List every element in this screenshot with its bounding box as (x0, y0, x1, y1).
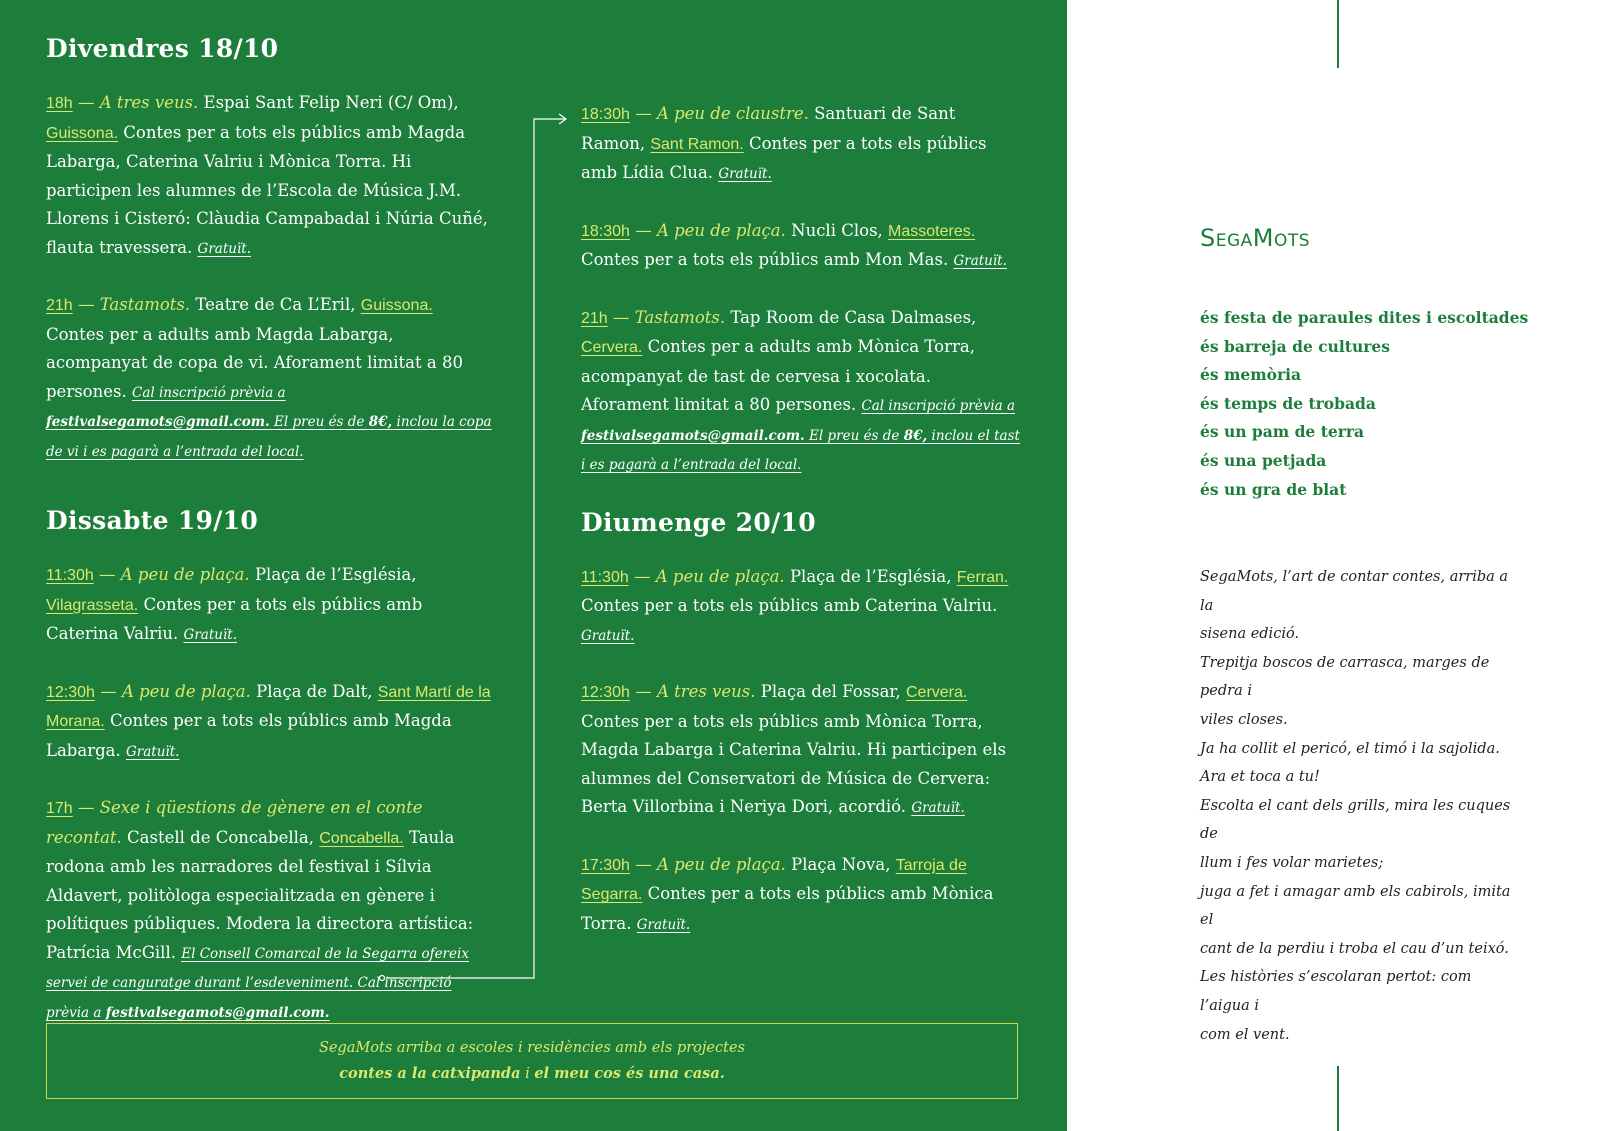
event-time: 21h (581, 309, 608, 327)
event-place-link[interactable]: Sant Ramon. (650, 135, 744, 153)
event-venue: Plaça de l’Església, (254, 565, 417, 584)
intro-line: sisena edició. (1200, 626, 1300, 643)
event-venue: Plaça de Dalt, (256, 681, 373, 701)
event-friday-1: 18h — A tres veus. Espai Sant Felip Neri (C/ Om), Guissona. Contes per a tots els públics amb Magda Labarga, Caterina Valriu i Mònica Torra. Hi participen les alumnes de l’Escola de Música J.M. Llorens i Cisteró: Clàudia Campabadal i Núria Cuñé, flauta travessera. Gratuït. (46, 93, 488, 257)
tagline-item: és barreja de cultures (1200, 336, 1390, 356)
event-place-link[interactable]: Cervera. (906, 684, 968, 701)
event-price: Gratuït. (197, 240, 251, 257)
event-time: 18h (46, 95, 73, 112)
intro-line: llum i fes volar marietes; (1200, 854, 1384, 871)
event-title: Tastamots. (99, 295, 191, 314)
event-price: Gratuït. (953, 253, 1007, 269)
event-note: Cal inscripció prèvia a festivalsegamots@gmail.com. El preu és de 8€, inclou la copa de vi i es pagarà a l’entrada del local. (46, 384, 492, 460)
event-description: Contes per a tots els públics amb Lídia Clua. (581, 133, 987, 182)
event-place-link[interactable]: Sant Martí de la Morana. (46, 683, 491, 730)
day-title-saturday: Dissabte 19/10 (46, 506, 259, 535)
event-description: Contes per a adults amb Magda Labarga, acompanyat de copa de vi. Aforament limitat a 80 persones. (46, 324, 463, 401)
event-venue: Santuari de Sant Ramon, (581, 104, 956, 153)
event-venue: Plaça de l’Església, (789, 566, 952, 586)
event-venue: Plaça del Fossar, (760, 682, 901, 701)
event-price: 8€, (368, 414, 393, 430)
event-note: El Consell Comarcal de la Segarra ofereix servei de canguratge durant l’esdeveniment. Cal inscripció prèvia a festivalsegamots@gmail.com. (46, 945, 469, 1021)
event-price: Gratuït. (636, 916, 691, 933)
callout-line-2: contes a la catxipanda i el meu cos és una casa. (339, 1064, 725, 1082)
intro-line: Ara et toca a tu! (1200, 769, 1320, 786)
tagline-item: és memòria (1200, 365, 1302, 385)
event-sunday-2: 12:30h — A tres veus. Plaça del Fossar, Cervera. Contes per a tots els públics amb Mònica Torra, Magda Labarga i Caterina Valriu. Hi participen els alumnes del Conservatori de Música de Cervera: Berta Villorbina i Neriya Dori, acordió. Gratuït. (581, 682, 1007, 816)
event-saturday-5: 18:30h — A peu de plaça. Nucli Clos, Massoteres. Contes per a tots els públics amb Mon Mas. Gratuït. (581, 220, 1007, 269)
event-time: 11:30h (581, 568, 629, 586)
event-time: 21h (46, 297, 73, 314)
event-price: Gratuït. (183, 627, 237, 643)
day-title-sunday: Diumenge 20/10 (581, 507, 816, 537)
event-place-link[interactable]: Concabella. (319, 829, 404, 847)
event-description: Contes per a tots els públics amb Caterina Valriu. (46, 594, 423, 643)
event-title: A peu de claustre. (656, 104, 809, 123)
event-time: 12:30h (46, 683, 95, 701)
event-title: A tres veus. (99, 93, 199, 112)
intro-line: com el vent. (1200, 1026, 1290, 1043)
tagline-item: és un gra de blat (1200, 479, 1347, 499)
event-description: Taula rodona amb les narradores del festival i Sílvia Aldavert, politòloga especialitzada en gènere i polítiques públiques. Modera la directora artística: Patrícia McGill. (46, 827, 474, 962)
event-time: 11:30h (46, 567, 94, 584)
event-place-link[interactable]: Vilagrasseta. (46, 596, 139, 614)
event-saturday-2: 12:30h — A peu de plaça. Plaça de Dalt, Sant Martí de la Morana. Contes per a tots els públics amb Magda Labarga. Gratuït. (46, 681, 491, 760)
event-sunday-1: 11:30h — A peu de plaça. Plaça de l’Església, Ferran. Contes per a tots els públics amb Caterina Valriu. Gratuït. (581, 566, 1009, 644)
event-description: Contes per a adults amb Mònica Torra, acompanyat de tast de cervesa i xocolata. Aforament limitat a 80 persones. (581, 337, 975, 414)
event-place-link[interactable]: Cervera. (581, 339, 643, 356)
event-place-link[interactable]: Massoteres. (888, 222, 976, 240)
tagline-item: és temps de trobada (1200, 393, 1376, 413)
program-column-left (46, 34, 496, 1055)
event-description: Contes per a tots els públics amb Magda Labarga, Caterina Valriu i Mònica Torra. Hi participen les alumnes de l’Escola de Música J.M. Llorens i Cisteró: Clàudia Campabadal i Núria Cuñé, flauta travessera. (46, 122, 488, 257)
tagline-item: és una petjada (1200, 450, 1327, 470)
event-venue: Plaça Nova, (791, 854, 891, 874)
event-time: 18:30h (581, 222, 630, 240)
event-place-link[interactable]: Tarroja de Segarra. (581, 856, 967, 903)
program-column-right (581, 100, 1021, 967)
intro-line: cant de la perdiu i troba el cau d’un teixó. (1200, 940, 1509, 957)
event-description: Contes per a tots els públics amb Mon Mas. (581, 250, 949, 269)
event-title: A peu de plaça. (656, 220, 786, 240)
event-time: 18:30h (581, 106, 630, 123)
event-time: 12:30h (581, 684, 630, 701)
email-link[interactable]: festivalsegamots@gmail.com. (105, 1004, 330, 1021)
event-friday-2: 21h — Tastamots. Teatre de Ca L’Eril, Guissona. Contes per a adults amb Magda Labarga, acompanyat de copa de vi. Aforament limitat a 80 persones. Cal inscripció prèvia a festivalsegamots@gmail.com. El preu és de 8€, inclou la copa de vi i es pagarà a l’entrada del local. (46, 295, 492, 460)
event-price: Gratuït. (718, 166, 772, 182)
event-place-link[interactable]: Ferran. (956, 568, 1009, 586)
event-time: 17:30h (581, 856, 630, 874)
event-sunday-3: 17:30h — A peu de plaça. Plaça Nova, Tarroja de Segarra. Contes per a tots els públics amb Mònica Torra. Gratuït. (581, 854, 994, 933)
event-place-link[interactable]: Guissona. (360, 297, 433, 314)
event-description: Contes per a tots els públics amb Mònica Torra, Magda Labarga i Caterina Valriu. Hi participen els alumnes del Conservatori de Música de Cervera: Berta Villorbina i Neriya Dori, acordió. (581, 711, 1007, 816)
event-time: 17h (46, 800, 73, 817)
event-price: Gratuït. (911, 800, 965, 816)
event-title: Sexe i qüestions de gènere en el conte recontat. (46, 798, 423, 847)
intro-line: viles closes. (1200, 711, 1288, 728)
event-note: Cal inscripció prèvia a festivalsegamots@gmail.com. El preu és de 8€, inclou el tast i es pagarà a l’entrada del local. (581, 398, 1020, 473)
fold-mark-top (1337, 0, 1339, 68)
event-price: 8€, (903, 427, 928, 444)
event-venue: Tap Room de Casa Dalmases, (730, 307, 977, 327)
intro-line: Les històries s’escolaran pertot: com l’aigua i (1200, 969, 1472, 1014)
event-saturday-6: 21h — Tastamots. Tap Room de Casa Dalmases, Cervera. Contes per a adults amb Mònica Torra, acompanyat de tast de cervesa i xocolata. Aforament limitat a 80 persones. Cal inscripció prèvia a festivalsegamots@gmail.com. El preu és de 8€, inclou el tast i es pagarà a l’entrada del local. (581, 307, 1020, 473)
tagline-list (1200, 304, 1528, 504)
event-title: A peu de plaça. (121, 681, 251, 701)
event-title: A peu de plaça. (656, 854, 786, 874)
intro-line: Ja ha collit el pericó, el timó i la sajolida. (1200, 740, 1500, 757)
event-description: Contes per a tots els públics amb Magda Labarga. (46, 711, 452, 760)
event-title: A peu de plaça. (120, 565, 250, 584)
event-description: Contes per a tots els públics amb Caterina Valriu. (581, 596, 998, 615)
tagline-item: és un pam de terra (1200, 422, 1365, 442)
event-saturday-4: 18:30h — A peu de claustre. Santuari de Sant Ramon, Sant Ramon. Contes per a tots els públics amb Lídia Clua. Gratuït. (581, 104, 987, 182)
email-link[interactable]: festivalsegamots@gmail.com. (581, 427, 805, 444)
event-saturday-1: 11:30h — A peu de plaça. Plaça de l’Església, Vilagrasseta. Contes per a tots els públics amb Caterina Valriu. Gratuït. (46, 565, 423, 643)
intro-line: juga a fet i amagar amb els cabirols, imita el (1200, 883, 1511, 929)
event-venue: Castell de Concabella, (127, 827, 314, 847)
fold-mark-bottom (1337, 1066, 1339, 1131)
segamots-logo: SegaMots (1200, 224, 1311, 252)
day-title-friday: Divendres 18/10 (46, 34, 279, 63)
intro-text (1200, 563, 1520, 1049)
event-price: Gratuït. (581, 627, 635, 644)
event-price: Gratuït. (125, 743, 180, 760)
event-place-link[interactable]: Guissona. (46, 124, 119, 142)
event-title: Tastamots. (634, 307, 726, 327)
event-saturday-3: 17h — Sexe i qüestions de gènere en el conte recontat. Castell de Concabella, Concabella. Taula rodona amb les narradores del festival i Sílvia Aldavert, politòloga especialitzada en gènere i polítiques públiques. Modera la directora artística: Patrícia McGill. El Consell Comarcal de la Segarra ofereix servei de canguratge durant l’esdeveniment. Cal inscripció prèvia a festivalsegamots@gmail.com. (46, 798, 474, 1021)
intro-line: Trepitja boscos de carrasca, marges de pedra i (1200, 654, 1490, 700)
event-venue: Nucli Clos, (791, 220, 883, 240)
event-venue: Teatre de Ca L’Eril, (195, 295, 356, 314)
callout-line-1: SegaMots arriba a escoles i residències amb els projectes (319, 1039, 745, 1056)
email-link[interactable]: festivalsegamots@gmail.com. (46, 414, 270, 430)
intro-line: Escolta el cant dels grills, mira les cuques de (1200, 797, 1511, 843)
event-venue: Espai Sant Felip Neri (C/ Om), (203, 93, 459, 112)
event-title: A peu de plaça. (655, 566, 785, 586)
event-title: A tres veus. (656, 682, 756, 701)
tagline-item: és festa de paraules dites i escoltades (1200, 308, 1529, 327)
event-description: Contes per a tots els públics amb Mònica Torra. (581, 884, 994, 933)
schools-callout (46, 1023, 1018, 1099)
intro-line: SegaMots, l’art de contar contes, arriba a la (1200, 569, 1509, 614)
